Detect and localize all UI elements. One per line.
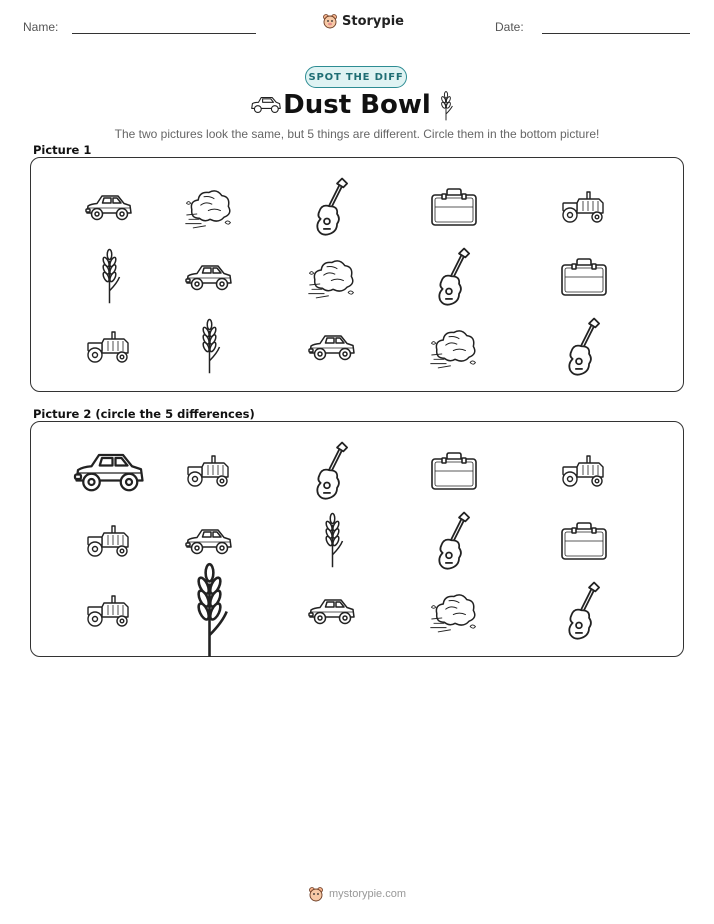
picture1-panel[interactable] [30, 157, 684, 392]
suitcase-icon [429, 451, 479, 491]
picture1-cell[interactable] [534, 176, 634, 238]
guitar-icon [435, 510, 473, 573]
tractor-icon [84, 329, 134, 365]
tractor-icon [559, 453, 609, 489]
suitcase-icon [559, 521, 609, 561]
picture1-cell[interactable] [404, 246, 504, 308]
picture2-cell[interactable] [404, 510, 504, 572]
picture2-cell[interactable] [59, 440, 159, 502]
picture2-cell[interactable] [282, 510, 382, 572]
picture1-cell[interactable] [282, 316, 382, 378]
picture2-cell[interactable] [534, 580, 634, 642]
picture1-cell[interactable] [59, 246, 159, 308]
picture2-cell[interactable] [404, 440, 504, 502]
brand-name: Storypie [342, 13, 404, 29]
name-label: Name: [23, 20, 59, 34]
picture1-label: Picture 1 [33, 143, 92, 157]
picture1-cell[interactable] [534, 316, 634, 378]
picture2-cell[interactable] [534, 510, 634, 572]
name-line[interactable] [72, 33, 256, 34]
activity-badge: SPOT THE DIFF [305, 66, 407, 88]
dust-cloud-icon [307, 256, 357, 299]
wheat-icon [188, 562, 231, 661]
wheat-icon [197, 318, 222, 376]
picture2-cell[interactable] [59, 510, 159, 572]
guitar-icon [313, 176, 351, 239]
tractor-icon [184, 453, 234, 489]
suitcase-icon [429, 187, 479, 227]
picture1-cell[interactable] [404, 316, 504, 378]
date-line[interactable] [542, 33, 690, 34]
picture1-cell[interactable] [282, 176, 382, 238]
picture1-cell[interactable] [159, 246, 259, 308]
picture2-cell[interactable] [159, 580, 259, 642]
picture1-cell[interactable] [282, 246, 382, 308]
picture1-cell[interactable] [159, 176, 259, 238]
picture2-panel[interactable] [30, 421, 684, 657]
guitar-icon [565, 580, 603, 643]
picture1-cell[interactable] [59, 176, 159, 238]
picture2-cell[interactable] [534, 440, 634, 502]
bear-icon [322, 13, 338, 29]
instructions-text: The two pictures look the same, but 5 things are different. Circle them in the bottom picture! [114, 127, 600, 141]
picture2-cell[interactable] [404, 580, 504, 642]
car-icon [307, 332, 357, 362]
picture2-cell[interactable] [282, 580, 382, 642]
dust-cloud-icon [429, 590, 479, 633]
picture1-cell[interactable] [404, 176, 504, 238]
footer [0, 886, 714, 902]
wheat-icon [438, 90, 454, 122]
bear-icon [308, 886, 324, 902]
picture1-cell[interactable] [159, 316, 259, 378]
picture2-label: Picture 2 (circle the 5 differences) [33, 407, 255, 421]
date-label: Date: [495, 20, 524, 34]
guitar-icon [435, 246, 473, 309]
picture2-cell[interactable] [159, 440, 259, 502]
page-title: Dust Bowl [283, 90, 431, 120]
tractor-icon [84, 523, 134, 559]
picture2-cell[interactable] [59, 580, 159, 642]
car-icon [184, 262, 234, 292]
tractor-icon [559, 189, 609, 225]
car-icon [184, 526, 234, 556]
tractor-icon [84, 593, 134, 629]
car-icon [307, 596, 357, 626]
wheat-icon [320, 512, 345, 570]
dust-cloud-icon [429, 326, 479, 369]
car-icon [72, 449, 147, 494]
car-icon [84, 192, 134, 222]
picture1-cell[interactable] [534, 246, 634, 308]
guitar-icon [313, 440, 351, 503]
wheat-icon [97, 248, 122, 306]
picture1-cell[interactable] [59, 316, 159, 378]
dust-cloud-icon [184, 186, 234, 229]
suitcase-icon [559, 257, 609, 297]
guitar-icon [565, 316, 603, 379]
brand-logo [322, 13, 404, 29]
picture2-cell[interactable] [282, 440, 382, 502]
footer-url[interactable]: mystorypie.com [328, 888, 407, 900]
